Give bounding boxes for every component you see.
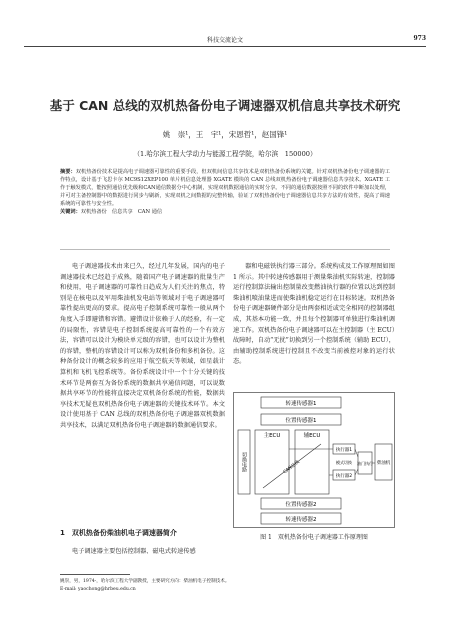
- backup-ecu-label: 辅ECU: [303, 433, 321, 439]
- backup-ecu-box: [295, 430, 329, 494]
- primary-ecu-label: 主ECU: [263, 433, 281, 439]
- author-bio: 姚崇，男，1974-，哈尔滨工程大学副教授，主要研究方向：柴油机电子控制技术。: [60, 579, 230, 584]
- connector-line: [355, 469, 358, 475]
- page-number: 973: [413, 35, 426, 42]
- switch-circuit-label: 切换电路: [241, 452, 247, 472]
- paper-title: 基于 CAN 总线的双机热备份电子调速器双机信息共享技术研究: [49, 98, 401, 113]
- primary-ecu-box: [255, 430, 289, 494]
- keywords-label: 关键词：: [60, 209, 81, 216]
- keywords-text: 双机热备份 信息共享 CAN 通信: [80, 209, 163, 216]
- connector-line: [355, 449, 358, 457]
- diesel-engine-label: 柴油机: [376, 461, 391, 466]
- affiliation: （1.哈尔滨工程大学动力与能源工程学院，哈尔滨 150000）: [133, 150, 317, 158]
- figure-caption: 图 1 双机热备份电子调速器工作原理图: [260, 534, 368, 541]
- abstract-label: 摘要：: [60, 169, 76, 175]
- actuator-1-label: 执行器1: [335, 448, 353, 453]
- abstract-text: 双机热备份技术是提高电子调速器可靠性的重要手段，但双机间信息共享技术是双机热备份系统的关键。针对双机热备份电子调速器的工作特点，设计基于飞思卡尔 MC9S12XEP100 单片机信息处理器 XGATE 模块的 CAN 总线双机热备份电子调速器信息共享技术。XGATE 工作于触发模式，能按照通信优先级和CAN通信数据分中心机制，实现双机数据通信的实时分享。不同的通信数据按照不同的软件中断加以处理，并可对主备控制器中的数据进行同步与刷新，实现双机之间数据的完整传输，验证了双机热备份电子调速器信息共享方法的有效性，提高了调速系统的可靠性与安全性。: [60, 169, 390, 208]
- can-link-label: CAN总线: [282, 460, 301, 476]
- body-paragraph: 电子调速器技术由来已久，经过几年发展，国内的电子调速器技术已经趋于成熟，随着国产电子调速器的批量生产和使用，电子调速器的可靠性日趋成为人们关注的焦点，特别是在核电以及军用柴油机发电站等领域对于电子调速器可靠性提出更高的要求。提高电子控制系统可靠性一般从两个角度入手即避错和容错。避错设计依赖于人的经验，有一定的局限性，容错是电子控制系统提高可靠性的一个有效方法，容错可以设计为模块单元级的容错，也可以设计为整机的容错，整机的容错设计可以称为双机备份和多机备份。这种备份设计的概念较多的应用于航空航天等领域，如星载计算机和飞机飞控系统等。备份系统设计中一个十分关键的技术环节是两套互为备份系统的数据共享通信问题，可以说数据共享环节的性能将直接决定双机备份系统的性能，数据共享技术无疑也双机热备份电子调速器的关键技术环节。本文设计使用基于 CAN 总线的双机热备份电子调速器双机数据共享技术，以满足双机热备份电子调速器的数据通信要求。: [60, 263, 225, 429]
- journal-name: 科技交流论文: [206, 37, 243, 44]
- body-paragraph: 器和电磁铁执行器三部分。系统构成及工作原理图如图 1 所示。其中转速传感器用于测量柴油机实际转速，控制器运行控制算法输出控制量改变燃油执行器的位置以达到控制柴油机喷油量进而使柴油机稳定运行在目标转速。双机热备份电子调速器硬件部分是由两套相近或完全相同的控制器组成，其基本功能一致，并且每个控制器可单独进行柴油机调速工作。双机热备份电子调速器可以在主控制器（主 ECU）故障时，自动“无扰”切换到另一个控制系统（辅助 ECU），由辅助控制系统进行控制且不改变当前被控对象的运行状态。: [233, 263, 395, 366]
- abstract-block: [60, 168, 390, 217]
- actuator-2-label: 执行器2: [335, 474, 353, 479]
- footnote: [60, 578, 230, 594]
- position-sensor-2-label: 位置传感器2: [285, 502, 317, 508]
- section-heading: 1 双机热备份柴油机电子调速器简介: [60, 529, 177, 537]
- abstract-divider: [60, 249, 390, 250]
- author-list: 姚 崇¹，王 宇¹，宋恩哲¹，赵国锋¹: [162, 130, 288, 139]
- author-email: E-mail: yaochong@hrbeu.edu.cn: [60, 587, 136, 592]
- mode-switch-label: 模式切换: [336, 460, 352, 465]
- speed-sensor-1-label: 转速传感器1: [285, 401, 317, 407]
- fuel-rack-label: 油门执行: [357, 461, 373, 466]
- right-column: [233, 262, 395, 368]
- figure-1-diagram: [233, 392, 395, 528]
- footnote-divider: [60, 574, 130, 575]
- section-paragraph: 电子调速器主要包括控制器、磁电式转速传感: [72, 548, 196, 555]
- left-column: [60, 262, 225, 432]
- running-header: [24, 32, 426, 47]
- position-sensor-1-label: 位置传感器1: [285, 418, 317, 424]
- speed-sensor-2-label: 转速传感器2: [285, 517, 317, 523]
